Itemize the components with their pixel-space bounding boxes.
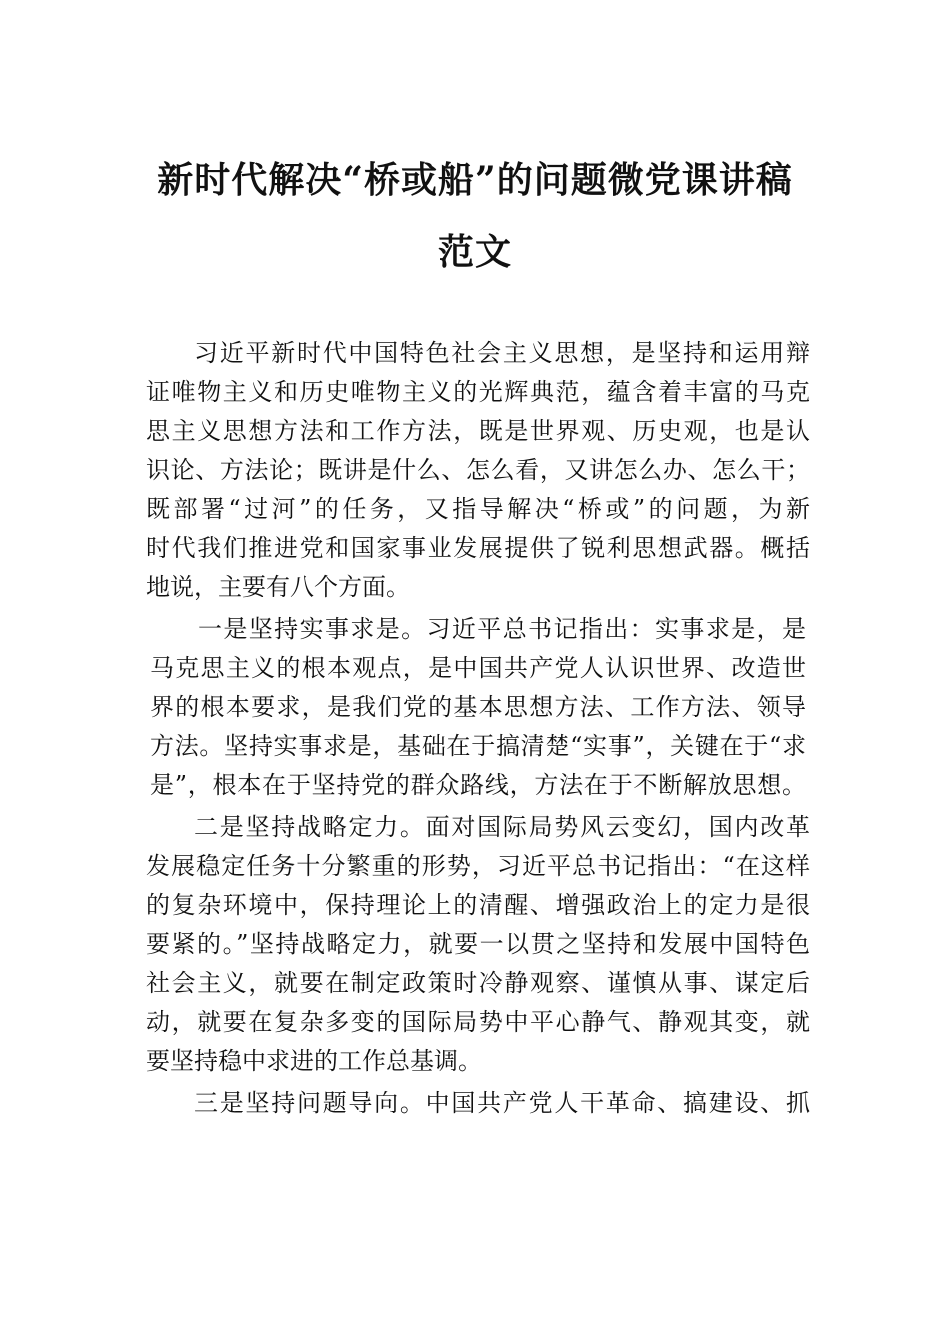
paragraph-2-line: 一是坚持实事求是。习近平总书记指出：实事求是，是 [198,615,806,643]
paragraph-3-line: 要坚持稳中求进的工作总基调。 [146,1047,482,1075]
paragraph-1-line: 时代我们推进党和国家事业发展提供了锐利思想武器。概括 [146,534,810,562]
paragraph-4-line: 三是坚持问题导向。中国共产党人干革命、搞建设、抓 [194,1089,810,1117]
paragraph-2-line: 是”，根本在于坚持党的群众路线，方法在于不断解放思想。 [150,771,806,799]
paragraph-3-line: 发展稳定任务十分繁重的形势，习近平总书记指出：“在这样 [146,852,810,880]
paragraph-2-line: 马克思主义的根本观点，是中国共产党人认识世界、改造世 [150,654,806,682]
paragraph-1-line: 地说，主要有八个方面。 [146,573,410,601]
paragraph-1-line: 思主义思想方法和工作方法，既是世界观、历史观，也是认 [146,417,810,445]
paragraph-3-line: 要紧的。”坚持战略定力，就要一以贯之坚持和发展中国特色 [146,930,810,958]
paragraph-1-line: 识论、方法论；既讲是什么、怎么看，又讲怎么办、怎么干； [146,456,810,484]
paragraph-2-line: 方法。坚持实事求是，基础在于搞清楚“实事”，关键在于“求 [150,732,806,760]
document-title-line-1: 新时代解决“桥或船”的问题微党课讲稿 [157,159,793,201]
paragraph-3-line: 二是坚持战略定力。面对国际局势风云变幻，国内改革 [194,813,810,841]
paragraph-3-line: 动，就要在复杂多变的国际局势中平心静气、静观其变，就 [146,1008,810,1036]
paragraph-1-line: 既部署“过河”的任务，又指导解决“桥或”的问题，为新 [146,495,810,523]
paragraph-3-line: 社会主义，就要在制定政策时冷静观察、谨慎从事、谋定后 [146,969,810,997]
paragraph-3-line: 的复杂环境中，保持理论上的清醒、增强政治上的定力是很 [146,891,810,919]
paragraph-1-line: 习近平新时代中国特色社会主义思想，是坚持和运用辩 [194,339,810,367]
paragraph-2-line: 界的根本要求，是我们党的基本思想方法、工作方法、领导 [150,693,806,721]
paragraph-1-line: 证唯物主义和历史唯物主义的光辉典范，蕴含着丰富的马克 [146,378,810,406]
document-title-line-2: 范文 [437,231,512,273]
